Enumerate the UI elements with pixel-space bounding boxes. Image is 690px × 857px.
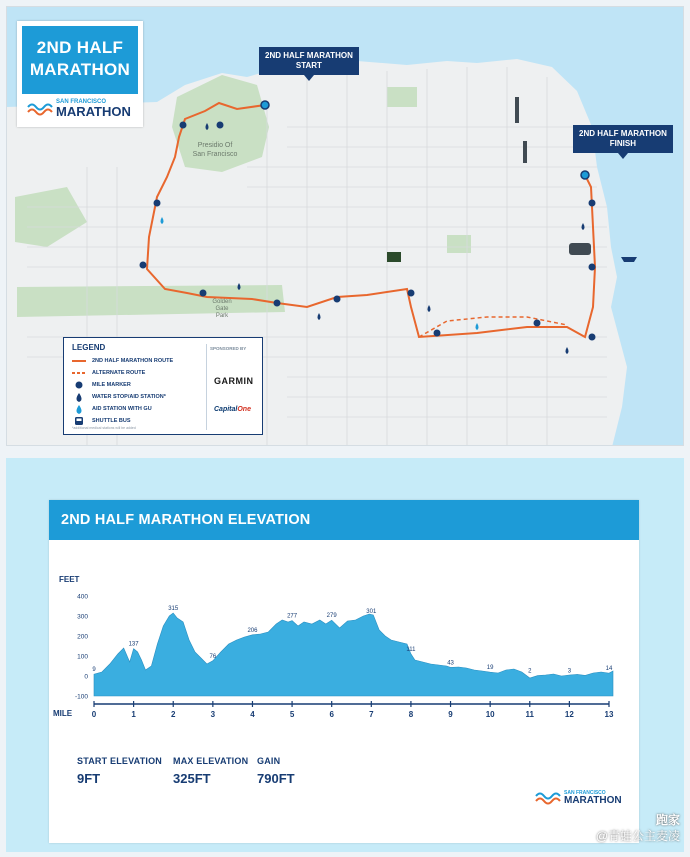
y-tick-label: -100: [74, 693, 88, 701]
x-tick-label: 13: [604, 710, 614, 719]
mile-marker-7: [334, 296, 341, 303]
legend-item-mile-marker: MILE MARKER: [72, 382, 131, 388]
route-line-icon: [72, 358, 86, 364]
course-map: [6, 6, 684, 446]
legend-item-route: 2ND HALF MARATHON ROUTE: [72, 358, 173, 364]
legend-footnote: *additional medical stations will be added: [72, 426, 136, 430]
capital-one-logo: CapitalOne: [214, 406, 251, 413]
mile-marker-13: [589, 200, 596, 207]
mile-marker-5: [200, 290, 207, 297]
y-tick-label: 0: [84, 673, 88, 681]
bus-icon: [72, 418, 86, 424]
elevation-chart: [49, 570, 639, 730]
park-label-3: Park: [215, 313, 229, 319]
tower-landmark: [515, 97, 519, 123]
sf-marathon-logo: SAN FRANCISCO MARATHON: [27, 99, 131, 118]
x-tick-label: 1: [131, 710, 136, 719]
water-drop-icon: [72, 394, 86, 400]
x-tick-label: 5: [289, 710, 295, 719]
data-label: 279: [326, 613, 337, 620]
data-label: 14: [605, 666, 613, 673]
gu-drop-icon: [72, 406, 86, 412]
mile-marker-10: [534, 320, 541, 327]
park-label-2: Gate: [215, 306, 229, 312]
data-label: 76: [209, 653, 217, 660]
start-marker: [261, 101, 269, 109]
data-label: 277: [287, 613, 298, 620]
bus-icon: [387, 252, 401, 262]
mile-marker-11: [589, 334, 596, 341]
mile-marker-1: [217, 122, 224, 129]
presidio-label-2: San Francisco: [192, 151, 238, 158]
finish-callout: 2ND HALF MARATHON FINISH: [573, 125, 673, 153]
map-title-card: [17, 21, 143, 127]
golden-gate-park: [17, 285, 285, 317]
x-tick-label: 6: [329, 710, 334, 719]
x-tick-label: 8: [408, 710, 414, 719]
y-axis-label: FEET: [59, 575, 80, 584]
stat-gain: GAIN 790FT: [257, 756, 295, 786]
small-park-1: [387, 87, 417, 107]
x-tick-label: 12: [564, 710, 574, 719]
tower-landmark: [523, 141, 527, 163]
data-label: 2: [528, 668, 532, 675]
x-tick-label: 11: [525, 710, 535, 719]
waves-logo-icon: [27, 101, 53, 117]
mile-marker-icon: [72, 382, 86, 388]
legend-item-alternate: ALTERNATE ROUTE: [72, 370, 145, 376]
elevation-panel: [49, 500, 639, 843]
x-ticks: [92, 701, 614, 719]
mile-marker-9: [434, 330, 441, 337]
data-label: 9: [92, 667, 96, 674]
mile-marker-4: [140, 262, 147, 269]
watermark: 跑家 @青蛙公主麦凌: [595, 813, 680, 843]
y-tick-label: 400: [77, 593, 88, 601]
mile-marker-2: [180, 122, 187, 129]
sponsored-by-label: SPONSORED BY: [210, 346, 247, 351]
y-tick-label: 100: [77, 653, 88, 661]
x-tick-label: 2: [171, 710, 176, 719]
mile-marker-12: [589, 264, 596, 271]
data-label: 111: [406, 646, 416, 653]
data-label: 19: [486, 665, 494, 672]
data-label: 3: [567, 668, 572, 675]
waves-logo-icon: [535, 790, 561, 806]
data-label: 43: [447, 660, 454, 667]
map-legend: [63, 337, 263, 435]
legend-title: LEGEND: [72, 343, 106, 352]
sf-marathon-logo-bottom: SAN FRANCISCO MARATHON: [535, 790, 622, 806]
start-callout: 2ND HALF MARATHON START: [259, 47, 359, 75]
y-ticks: [75, 594, 88, 701]
presidio-label: Presidio Of: [197, 142, 233, 149]
legend-item-gu-station: AID STATION WITH GU: [72, 406, 152, 412]
dashed-route-icon: [72, 370, 86, 376]
x-tick-label: 10: [485, 710, 495, 719]
x-tick-label: 7: [369, 710, 374, 719]
stadium-landmark: [569, 243, 591, 255]
mile-marker-6: [274, 300, 281, 307]
x-tick-label: 0: [91, 710, 97, 719]
x-tick-label: 9: [448, 710, 453, 719]
legend-item-water-stop: WATER STOP/AID STATION*: [72, 394, 166, 400]
data-label: 137: [128, 641, 139, 648]
mile-marker-8: [408, 290, 415, 297]
x-tick-label: 3: [210, 710, 216, 719]
map-title: 2ND HALF MARATHON: [22, 26, 138, 94]
elevation-section: [6, 458, 684, 852]
data-label: 315: [168, 606, 179, 612]
y-tick-label: 300: [77, 613, 88, 621]
stat-start-elevation: START ELEVATION 9FT: [77, 756, 162, 786]
data-label: 301: [366, 608, 377, 615]
park-label-1: Golden: [212, 299, 232, 305]
ship-icon: [621, 257, 637, 262]
mile-marker-3: [154, 200, 161, 207]
elevation-header: [49, 500, 639, 540]
finish-marker: [581, 171, 589, 179]
garmin-logo: GARMIN: [214, 376, 254, 386]
x-tick-label: 4: [250, 710, 255, 719]
data-label: 206: [247, 627, 258, 634]
legend-divider: [206, 344, 207, 430]
x-axis-label: MILE: [53, 709, 73, 718]
y-tick-label: 200: [77, 633, 88, 641]
elevation-title: 2ND HALF MARATHON ELEVATION: [61, 512, 311, 528]
stat-max-elevation: MAX ELEVATION 325FT: [173, 756, 249, 786]
legend-item-shuttle-bus: SHUTTLE BUS: [72, 418, 131, 424]
elevation-area: [94, 613, 613, 696]
